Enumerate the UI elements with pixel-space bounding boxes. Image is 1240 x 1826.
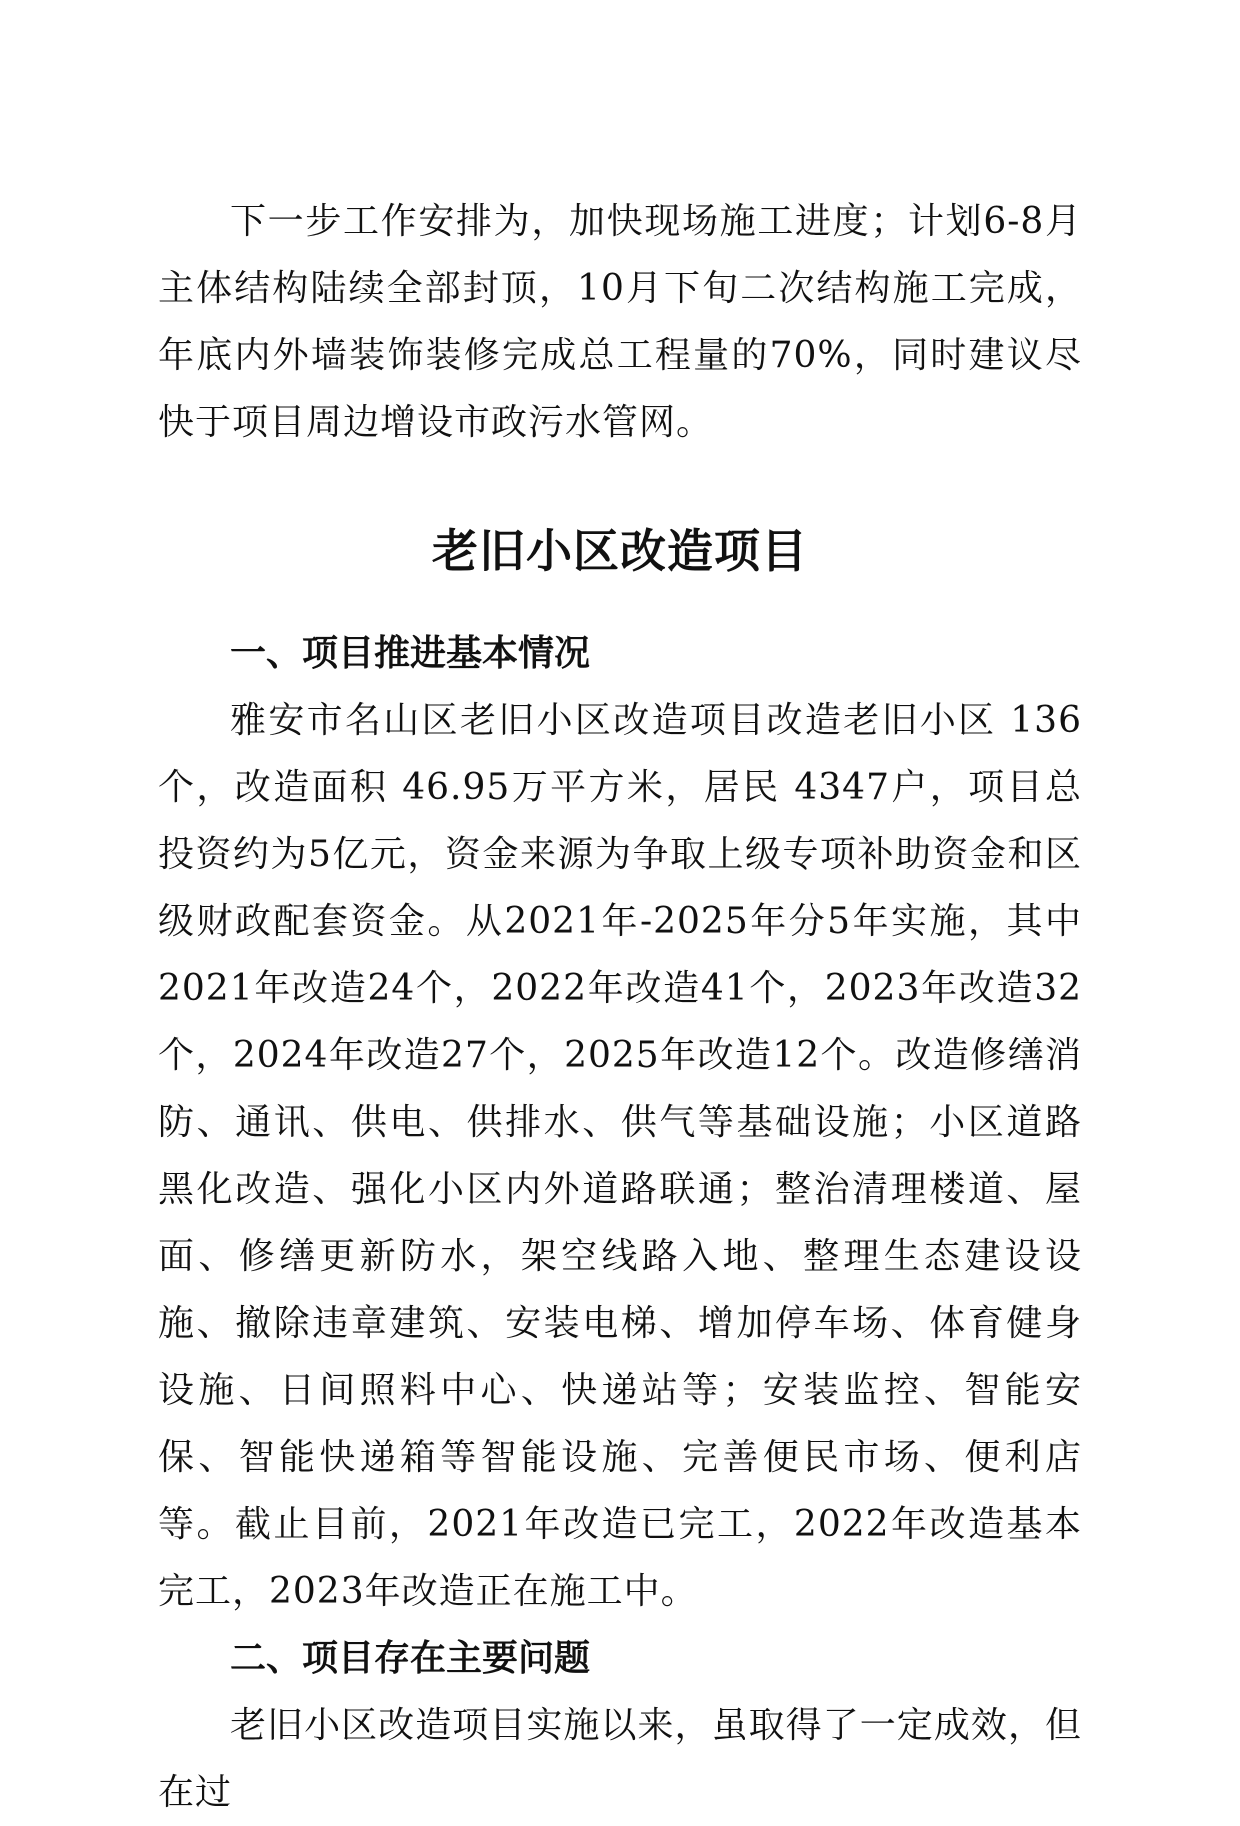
basic-situation-paragraph: 雅安市名山区老旧小区改造项目改造老旧小区 136 个，改造面积 46.95万平方米，居民 4347户，项目总投资约为5亿元，资金来源为争取上级专项补助资金和区级财政配套资金。从2021年-2025年分5年实施，其中2021年改造24个，2022年改造41个，2023年改造32个，2024年改造27个，2025年改造12个。改造修缮消防、通讯、供电、供排水、供气等基础设施；小区道路黑化改造、强化小区内外道路联通；整治清理楼道、屋面、修缮更新防水，架空线路入地、整理生态建设设施、撤除违章建筑、安装电梯、增加停车场、体育健身设施、日间照料中心、快递站等；安装监控、智能安保、智能快递箱等智能设施、完善便民市场、便利店等。截止目前，2021年改造已完工，2022年改造基本完工，2023年改造正在施工中。 (158, 700, 1082, 1612)
intro-paragraph: 下一步工作安排为，加快现场施工进度；计划6-8月主体结构陆续全部封顶，10月下旬二次结构施工完成，年底内外墙装饰装修完成总工程量的70%，同时建议尽快于项目周边增设市政污水管网。 (158, 201, 1082, 443)
section-title: 老旧小区改造项目 (432, 524, 808, 578)
heading-basic-situation: 一、项目推进基本情况 (230, 633, 591, 674)
main-problems-paragraph: 老旧小区改造项目实施以来，虽取得了一定成效，但在过 (158, 1705, 1082, 1813)
document-page (158, 188, 1082, 1826)
heading-main-problems: 二、项目存在主要问题 (230, 1638, 591, 1679)
